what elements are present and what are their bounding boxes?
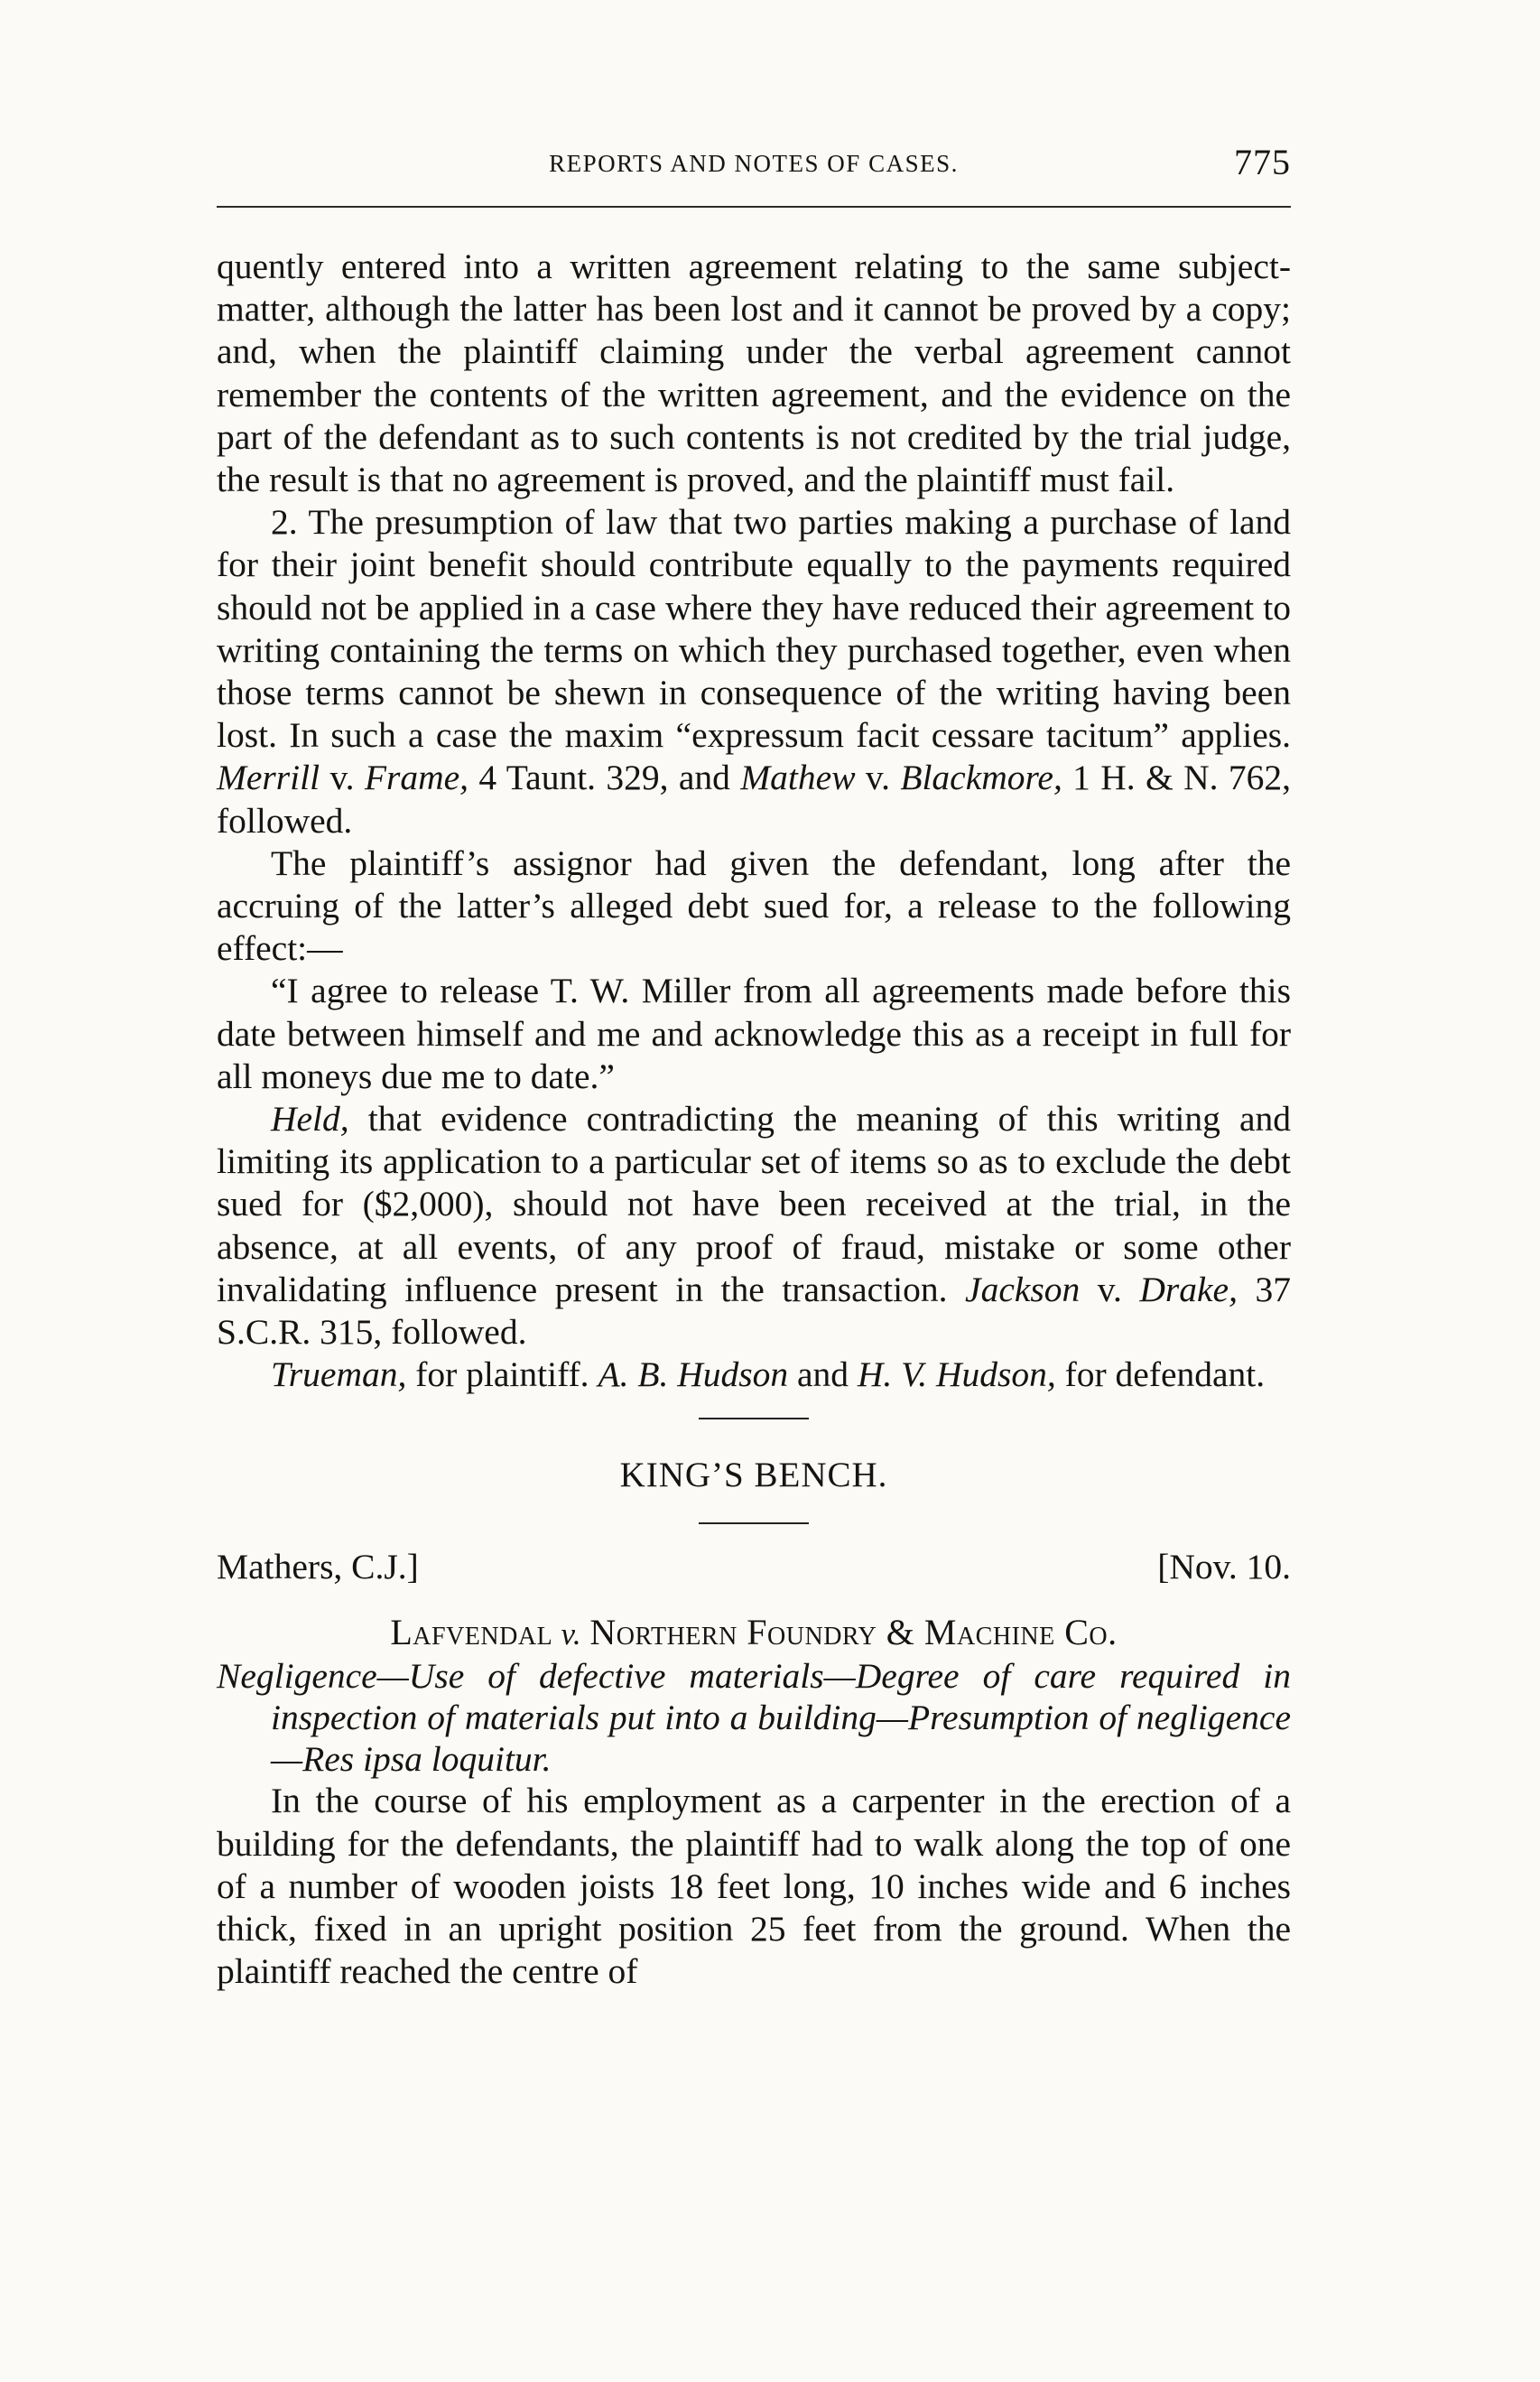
presumption-text: 2. The presumption of law that two parties making a purchase of land for their joint benefit should contribute equally to the payments required should not be applied in a case where they have reduced their agreement to writing containing the terms on which they purchased together, even when those terms cannot be shewn in consequence of the writing having been lost. In such a case the maxim “expressum facit cessare tacitum” applies. [217, 502, 1291, 756]
case-name: Jackson [965, 1269, 1081, 1309]
page-number: 775 [1234, 142, 1291, 182]
counsel-role: for defendant. [1055, 1354, 1266, 1395]
held-text: that evidence contradicting the meaning of this writing and limiting its application to a particular set of items so as to exclude the debt sued for ($2,000), should not have been received at the trial, in the absence, at all events, of any proof of fraud, mistake or some other invalidating influence present in the transaction. [217, 1099, 1291, 1309]
case-citation: 4 Taunt. 329, and [468, 758, 741, 798]
decision-date: [Nov. 10. [1157, 1547, 1291, 1587]
headnote: Negligence—Use of defective materials—Degree of care required in inspection of materials put into a building—Presumption of negligence—Res ipsa loquitur. [217, 1656, 1291, 1780]
judge-date-line [217, 1546, 1291, 1588]
judge-name: Mathers, C.J.] [217, 1547, 419, 1587]
case-name: Mathew [740, 758, 856, 798]
paragraph-held [217, 1098, 1291, 1354]
court-heading: KING’S BENCH. [619, 1456, 888, 1495]
plaintiff-name: Lafvendal [390, 1612, 553, 1653]
counsel-role: for plaintiff. [406, 1354, 598, 1395]
case-title [217, 1612, 1291, 1655]
running-head: REPORTS AND NOTES OF CASES. [549, 150, 959, 177]
section-divider [699, 1418, 809, 1419]
paragraph-continuation: quently entered into a written agreement relating to the same subject-matter, although the latter has been lost and it cannot be proved by a copy; and, when the plaintiff claiming under the verbal agreement cannot remember the contents of the written agreement, and the evidence on the part of the defendant as to such contents is not credited by the trial judge, the result is that no agreement is proved, and the plaintiff must fail. [217, 247, 1291, 500]
paragraph-facts: In the course of his employment as a carpenter in the erection of a building for the defendants, the plaintiff had to walk along the top of one of a number of wooden joists 18 feet long, 10 inches wide and 6 inches thick, fixed in an upright position 25 feet from the ground. When the plaintiff reached the centre of [217, 1781, 1291, 1992]
case-citation: 37 S.C.R. 315, followed. [217, 1269, 1291, 1353]
counsel-and: and [788, 1354, 858, 1395]
case-versus: v. [552, 1616, 590, 1652]
case-name: Frame, [364, 758, 469, 798]
page-header [217, 137, 1291, 191]
case-versus: v. [320, 758, 365, 798]
section-divider [699, 1522, 809, 1524]
body-text [217, 246, 1291, 1994]
case-versus: v. [1080, 1269, 1140, 1309]
counsel-name: H. V. Hudson, [857, 1354, 1056, 1395]
case-citation: 1 H. & N. 762, followed. [217, 758, 1291, 841]
case-name: Merrill [217, 758, 320, 798]
paragraph-release: The plaintiff’s assignor had given the defendant, long after the accruing of the latter’s alleged debt sued for, a release to the following effect:— [217, 842, 1291, 969]
counsel-name: Trueman, [271, 1354, 407, 1395]
held-label: Held, [271, 1099, 349, 1140]
counsel-name: A. B. Hudson [598, 1354, 789, 1395]
paragraph-presumption [217, 501, 1291, 842]
defendant-name: Northern Foundry & Machine Co. [589, 1612, 1118, 1653]
counsel-line [217, 1354, 1291, 1396]
quoted-release: “I agree to release T. W. Miller from all agreements made before this date between himself and me and acknowledge this as a receipt in full for all moneys due me to date.” [217, 971, 1291, 1096]
case-name: Blackmore, [900, 758, 1062, 798]
case-versus: v. [855, 758, 901, 798]
header-rule [217, 206, 1291, 208]
case-name: Drake, [1139, 1269, 1238, 1309]
